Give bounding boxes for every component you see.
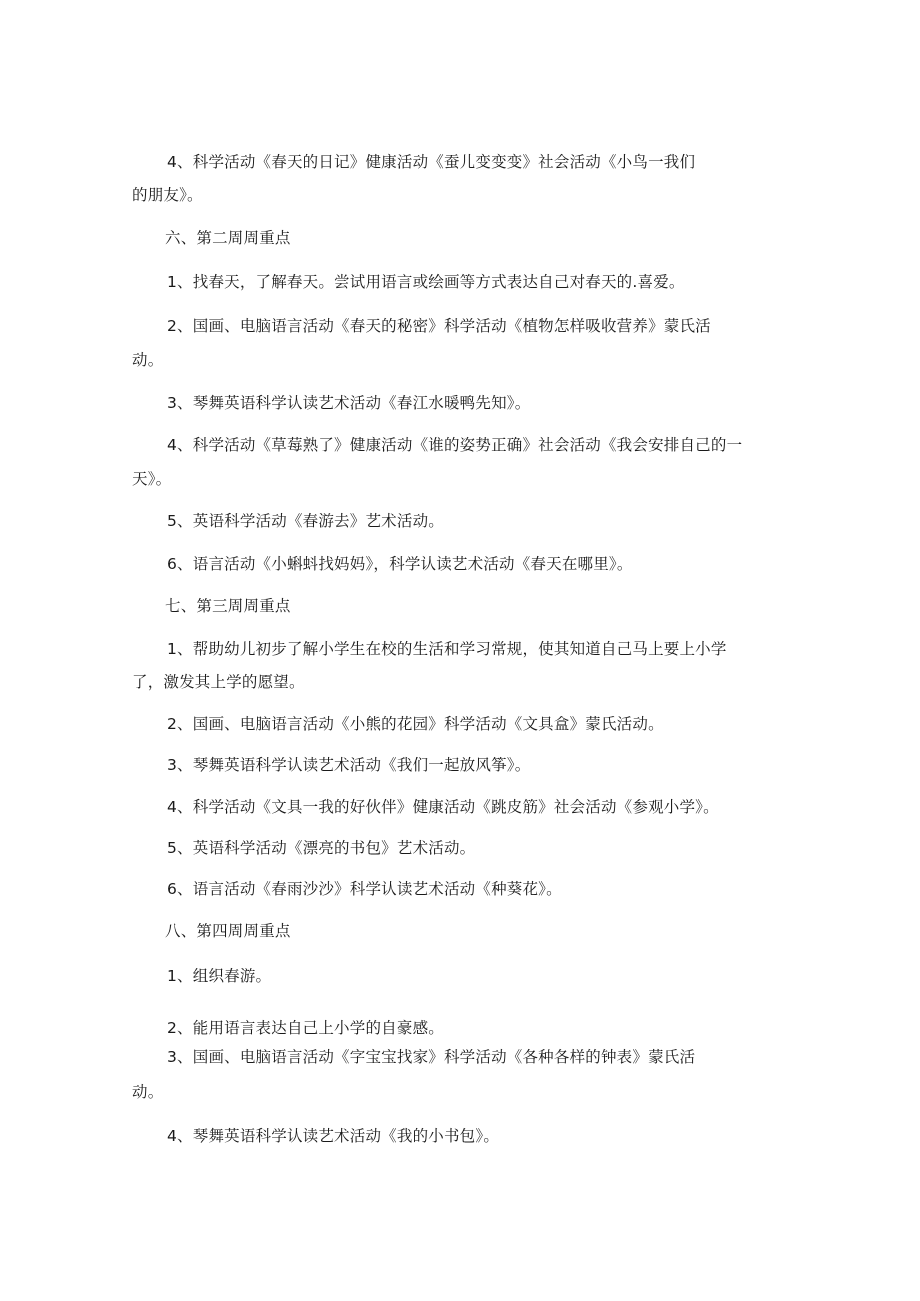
section-heading: 七、第三周周重点: [165, 597, 291, 615]
paragraph-line: 4、科学活动《文具一我的好伙伴》健康活动《跳皮筋》社会活动《参观小学》。: [167, 798, 719, 816]
paragraph-line: 的朋友》。: [132, 186, 203, 204]
paragraph-line: 3、国画、电脑语言活动《字宝宝找家》科学活动《各种各样的钟表》蒙氏活: [167, 1048, 696, 1066]
paragraph-line: 4、琴舞英语科学认读艺术活动《我的小书包》。: [167, 1127, 500, 1145]
paragraph-line: 动。: [132, 1083, 164, 1101]
paragraph-line: 3、琴舞英语科学认读艺术活动《我们一起放风筝》。: [167, 756, 531, 774]
paragraph-line: 1、找春天，了解春天。尝试用语言或绘画等方式表达自己对春天的.喜爱。: [167, 273, 685, 291]
paragraph-line: 3、琴舞英语科学认读艺术活动《春江水暖鸭先知》。: [167, 394, 531, 412]
paragraph-line: 天》。: [132, 470, 172, 488]
paragraph-line: 6、语言活动《小蝌蚪找妈妈》，科学认读艺术活动《春天在哪里》。: [167, 555, 633, 573]
paragraph-line: 1、帮助幼儿初步了解小学生在校的生活和学习常规，使其知道自己马上要上小学: [167, 640, 727, 658]
paragraph-line: 2、能用语言表达自己上小学的自豪感。: [167, 1019, 444, 1037]
paragraph-line: 5、英语科学活动《春游去》艺术活动。: [167, 512, 444, 530]
paragraph-line: 4、科学活动《春天的日记》健康活动《蚕儿变变变》社会活动《小鸟一我们: [167, 153, 696, 171]
paragraph-line: 动。: [132, 351, 164, 369]
section-heading: 六、第二周周重点: [165, 229, 291, 247]
paragraph-line: 了，激发其上学的愿望。: [132, 673, 305, 691]
section-heading: 八、第四周周重点: [165, 922, 291, 940]
paragraph-line: 2、国画、电脑语言活动《小熊的花园》科学活动《文具盒》蒙氏活动。: [167, 715, 664, 733]
paragraph-line: 6、语言活动《春雨沙沙》科学认读艺术活动《种葵花》。: [167, 880, 562, 898]
paragraph-line: 1、组织春游。: [167, 967, 272, 985]
paragraph-line: 2、国画、电脑语言活动《春天的秘密》科学活动《植物怎样吸收营养》蒙氏活: [167, 317, 711, 335]
paragraph-line: 5、英语科学活动《漂亮的书包》艺术活动。: [167, 839, 476, 857]
paragraph-line: 4、科学活动《草莓熟了》健康活动《谁的姿势正确》社会活动《我会安排自己的一: [167, 436, 743, 454]
